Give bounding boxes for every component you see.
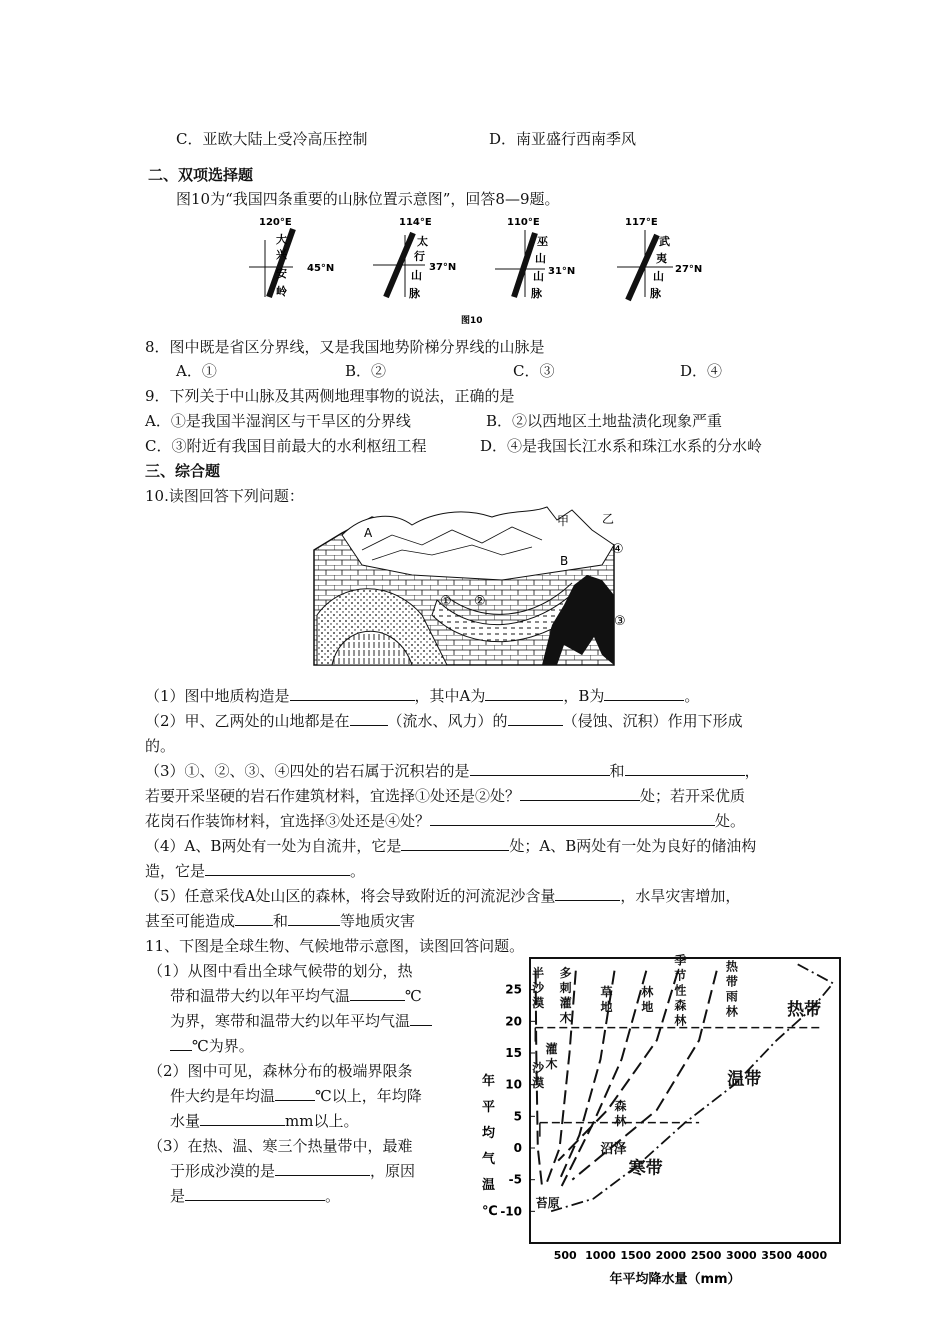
answer-blank[interactable]: [401, 836, 509, 851]
x-tick-label: 1000: [585, 1249, 616, 1262]
q9-option-b: B．②以西地区土地盐渍化现象严重: [486, 412, 723, 430]
answer-blank[interactable]: [555, 886, 620, 901]
svg-text:脉: 脉: [531, 287, 542, 300]
geologic-structure-figure: [302, 505, 642, 670]
svg-text:武: 武: [659, 235, 670, 248]
answer-blank[interactable]: [170, 1036, 192, 1051]
x-axis-label: 年平均降水量（mm）: [609, 1272, 741, 1287]
label-woodland: 地: [641, 1000, 654, 1014]
label-1: ①: [440, 594, 452, 609]
label-yi: 乙: [602, 512, 615, 526]
q8-option-a: A．①: [176, 362, 217, 380]
answer-blank[interactable]: [275, 1161, 370, 1176]
label-seasonal-forest: 森: [674, 998, 687, 1013]
q11-line1: （1）从图中看出全球气候带的划分，热: [148, 962, 413, 980]
label-B: B: [560, 554, 569, 568]
y-axis-label-char: 温: [482, 1178, 496, 1193]
y-tick-label: 25: [505, 982, 522, 997]
lon-label-4: 117°E: [625, 217, 658, 228]
q8-stem: 8．图中既是省区分界线，又是我国地势阶梯分界线的山脉是: [145, 338, 545, 356]
label-seasonal-forest: 性: [674, 983, 687, 998]
x-tick-label: 4000: [796, 1249, 828, 1262]
label-4: ④: [612, 542, 624, 557]
q11-stem: 11、下图是全球生物、气候地带示意图，读图回答问题。: [145, 937, 525, 955]
label-3: ③: [614, 614, 626, 629]
q10-part3-cont1: 若要开采坚硬的岩石作建筑材料，宜选择①处还是②处？ 处；若开采优质: [145, 787, 746, 805]
answer-blank[interactable]: [235, 911, 273, 926]
label-thorn-shrub: 木: [559, 1011, 572, 1025]
q10-stem: 10.读图回答下列问题：: [145, 487, 304, 505]
q7-option-c: C．亚欧大陆上受冷高压控制: [176, 130, 368, 148]
y-axis-label-char: 平: [482, 1100, 496, 1115]
label-A: A: [364, 526, 373, 540]
label-tropical-rainforest: 雨: [725, 989, 738, 1004]
q11-line9: 于形成沙漠的是 ，原因: [170, 1162, 416, 1180]
q10-part5-cont: 甚至可能造成 和 等地质灾害: [145, 912, 416, 930]
y-tick-label: 15: [505, 1046, 522, 1060]
answer-blank[interactable]: [185, 1186, 325, 1201]
q11-line10: 是 。: [170, 1187, 341, 1205]
label-tropical-rainforest: 林: [725, 1004, 738, 1019]
figure-caption: 图10: [461, 316, 483, 326]
svg-text:脉: 脉: [409, 287, 420, 300]
lat-label-3: 31°N: [548, 266, 576, 277]
x-tick-label: 2500: [690, 1249, 722, 1262]
label-jia: 甲: [557, 514, 570, 528]
label-desert: 沙: [532, 1061, 545, 1075]
lat-label-2: 37°N: [429, 262, 457, 273]
answer-blank[interactable]: [200, 1111, 285, 1126]
svg-text:夷: 夷: [656, 252, 667, 265]
q11-line8: （3）在热、温、寒三个热量带中，最难: [148, 1137, 413, 1155]
q9-stem: 9．下列关于中山脉及其两侧地理事物的说法，正确的是: [145, 387, 515, 405]
q8-option-d: D．④: [680, 362, 723, 380]
q11-line2: 带和温带大约以年平均气温 ℃: [170, 987, 422, 1005]
y-tick-label: -5: [508, 1172, 522, 1187]
q10-part2-cont: 的。: [145, 737, 176, 755]
x-tick-label: 2000: [655, 1249, 687, 1262]
lat-label-4: 27°N: [675, 264, 703, 275]
q10-part3: （3）①、②、③、④四处的岩石属于沉积岩的是 和 ，: [145, 762, 760, 780]
label-tropical-rainforest: 带: [725, 974, 738, 989]
svg-text:山: 山: [653, 270, 664, 283]
svg-text:大: 大: [276, 233, 287, 246]
answer-blank[interactable]: [604, 686, 684, 701]
q10-part1: （1）图中地质构造是 ，其中A为 ，B为 。: [145, 687, 700, 705]
label-shrub: 灌: [545, 1042, 558, 1056]
svg-text:巫: 巫: [537, 235, 548, 248]
figure-10-mountains: [245, 205, 705, 330]
answer-blank[interactable]: [205, 861, 350, 876]
q11-line6: 件大约是年均温 ℃以上，年均降: [170, 1087, 422, 1105]
label-tropical-rainforest: 热: [725, 959, 738, 974]
answer-blank[interactable]: [485, 686, 563, 701]
biome-boundary-curve: [558, 971, 678, 1161]
lon-label-2: 114°E: [399, 217, 432, 228]
q8-option-b: B．②: [345, 362, 387, 380]
q10-part4: （4）A、B两处有一处为自流井，它是 处；A、B两处有一处为良好的储油构: [145, 837, 757, 855]
svg-text:山: 山: [411, 269, 422, 282]
label-grassland: 草: [600, 985, 613, 999]
svg-text:脉: 脉: [650, 287, 661, 300]
label-thorn-shrub: 多: [559, 966, 572, 980]
label-desert: 漠: [532, 1076, 545, 1090]
y-tick-label: 10: [505, 1077, 522, 1092]
y-axis-label-char: ℃: [482, 1204, 498, 1219]
q11-line3: 为界，寒带和温带大约以年平均气温: [170, 1011, 432, 1031]
section-title-comprehensive: 三、综合题: [145, 462, 221, 480]
y-tick-label: 20: [505, 1014, 522, 1029]
lat-label-1: 45°N: [307, 263, 335, 274]
q11-line7: 水量 mm以上。: [170, 1112, 359, 1130]
label-grassland: 地: [600, 1000, 613, 1014]
answer-blank[interactable]: [410, 1011, 432, 1026]
q11-line5: （2）图中可见，森林分布的极端界限条: [148, 1062, 413, 1080]
climate-biome-chart: [470, 950, 850, 1295]
label-forest: 林: [614, 1114, 627, 1128]
q8-option-c: C．③: [513, 362, 555, 380]
label-thorn-shrub: 灌: [559, 996, 572, 1010]
label-shrub: 木: [545, 1057, 558, 1071]
answer-blank[interactable]: [350, 986, 405, 1001]
x-tick-label: 3000: [726, 1249, 757, 1262]
svg-text:山: 山: [535, 252, 546, 265]
answer-blank[interactable]: [625, 761, 745, 776]
q10-part5: （5）任意采伐A处山区的森林，将会导致附近的河流泥沙含量 ，水旱灾害增加，: [145, 887, 741, 905]
answer-blank[interactable]: [508, 711, 563, 726]
svg-text:行: 行: [414, 250, 425, 263]
lon-label-1: 120°E: [259, 217, 292, 228]
answer-blank[interactable]: [430, 811, 715, 826]
svg-text:太: 太: [417, 235, 428, 248]
answer-blank[interactable]: [470, 761, 610, 776]
y-axis-label-char: 年: [482, 1074, 496, 1089]
zone-label-tropical: 热带: [787, 1000, 822, 1020]
label-semi-desert: 沙: [532, 981, 545, 995]
label-woodland: 林: [641, 985, 654, 999]
svg-text:兴: 兴: [276, 248, 287, 261]
svg-text:岭: 岭: [276, 285, 287, 298]
answer-blank[interactable]: [350, 711, 388, 726]
answer-blank[interactable]: [275, 1086, 315, 1101]
y-axis-label-char: 均: [482, 1126, 496, 1141]
y-tick-label: 5: [513, 1109, 522, 1124]
x-tick-label: 3500: [761, 1249, 792, 1262]
label-seasonal-forest: 林: [674, 1013, 687, 1028]
section-title-double-choice: 二、双项选择题: [148, 166, 254, 184]
answer-blank[interactable]: [288, 911, 340, 926]
label-swamp: 沼泽: [600, 1142, 627, 1158]
zone-label-cold: 寒带: [628, 1158, 663, 1179]
svg-text:安: 安: [276, 267, 287, 280]
q10-part2: （2）甲、乙两处的山地都是在 （流水、风力）的 （侵蚀、沉积）作用下形成: [145, 712, 743, 730]
section2-intro: 图10为“我国四条重要的山脉位置示意图”，回答8—9题。: [176, 190, 560, 208]
q10-part4-cont: 造，它是 。: [145, 862, 366, 880]
label-forest: 森: [614, 1099, 627, 1113]
x-tick-label: 1500: [620, 1249, 651, 1262]
label-seasonal-forest: 节: [674, 968, 687, 983]
svg-text:山: 山: [533, 270, 544, 283]
label-seasonal-forest: 季: [674, 953, 687, 968]
x-tick-label: 500: [553, 1249, 577, 1262]
q10-part3-cont2: 花岗石作装饰材料，宜选择③处还是④处？ 处。: [145, 812, 746, 830]
label-2: ②: [474, 594, 486, 609]
answer-blank[interactable]: [290, 686, 415, 701]
label-semi-desert: 漠: [532, 996, 545, 1010]
zone-label-temperate: 温带: [727, 1069, 762, 1090]
label-tundra: 苔原: [535, 1195, 560, 1210]
q9-option-c: C．③附近有我国目前最大的水利枢纽工程: [145, 437, 427, 455]
y-tick-label: 0: [513, 1141, 522, 1155]
label-thorn-shrub: 刺: [559, 981, 572, 995]
q9-option-d: D．④是我国长江水系和珠江水系的分水岭: [480, 437, 763, 455]
q11-line4: ℃为界。: [170, 1036, 254, 1056]
y-axis-label-char: 气: [482, 1152, 496, 1167]
q7-option-d: D．南亚盛行西南季风: [489, 130, 637, 148]
y-tick-label: -10: [500, 1204, 522, 1219]
answer-blank[interactable]: [520, 786, 640, 801]
label-semi-desert: 半: [532, 966, 545, 980]
q9-option-a: A．①是我国半湿润区与干旱区的分界线: [145, 412, 411, 430]
lon-label-3: 110°E: [507, 217, 540, 228]
